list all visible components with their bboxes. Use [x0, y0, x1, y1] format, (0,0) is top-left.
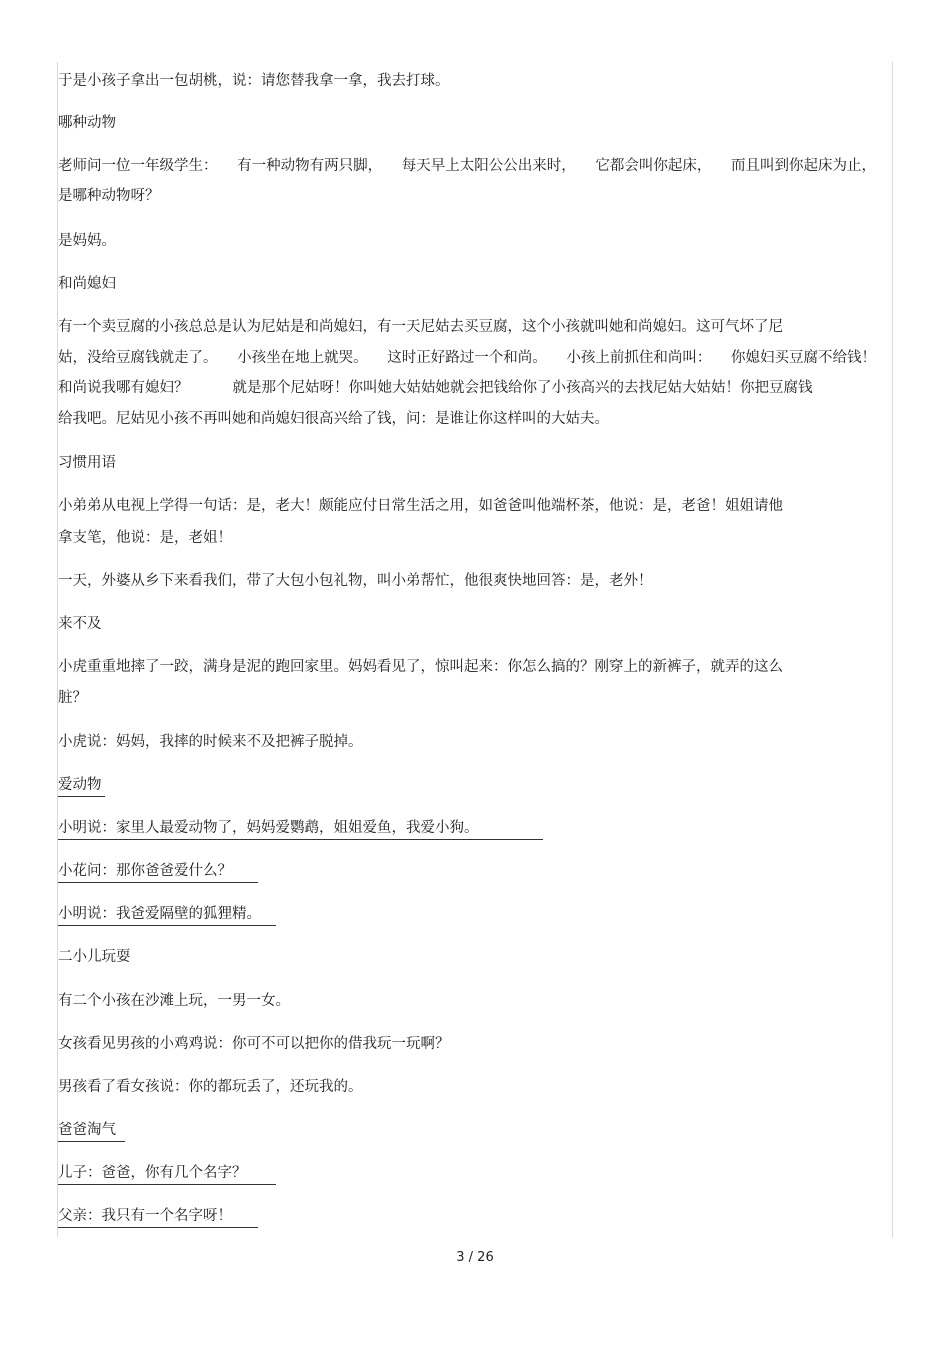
- paragraph-line: 小明说：我爸爱隔壁的狐狸精。: [58, 904, 276, 926]
- paragraph-line: 儿子：爸爸，你有几个名字？: [58, 1163, 276, 1185]
- page-number: 3 / 26: [456, 1250, 494, 1265]
- paragraph-line: 脏？: [58, 690, 87, 706]
- paragraph-line: 男孩看了看女孩说：你的都玩丢了，还玩我的。: [58, 1079, 363, 1095]
- paragraph-line: 一天，外婆从乡下来看我们，带了大包小包礼物，叫小弟帮忙，他很爽快地回答：是，老外！: [58, 573, 653, 589]
- paragraph-line: 和尚说我哪有媳妇？ 就是那个尼姑呀！你叫她大姑姑她就会把钱给你了小孩高兴的去找尼姑大姑姑！你把豆腐钱: [58, 380, 813, 396]
- paragraph-line: 女孩看见男孩的小鸡鸡说：你可不可以把你的借我玩一玩啊？: [58, 1036, 450, 1052]
- section-heading: 来不及: [58, 616, 102, 632]
- paragraph-line: 姑，没给豆腐钱就走了。 小孩坐在地上就哭。 这时正好路过一个和尚。 小孩上前抓住和尚叫： 你媳妇买豆腐不给钱！: [58, 350, 876, 366]
- section-heading: 习惯用语: [58, 455, 116, 471]
- paragraph-line: 是妈妈。: [58, 233, 116, 249]
- paragraph-line: 有一个卖豆腐的小孩总总是认为尼姑是和尚媳妇，有一天尼姑去买豆腐，这个小孩就叫她和尚媳妇。这可气坏了尼: [58, 319, 783, 335]
- paragraph-line: 小虎说：妈妈，我摔的时候来不及把裤子脱掉。: [58, 734, 363, 750]
- paragraph-line: 小明说：家里人最爱动物了，妈妈爱鹦鹉，姐姐爱鱼，我爱小狗。: [58, 818, 543, 840]
- paragraph-line: 小虎重重地摔了一跤，满身是泥的跑回家里。妈妈看见了，惊叫起来：你怎么搞的？刚穿上的新裤子，就弄的这么: [58, 659, 783, 675]
- paragraph-line: 父亲：我只有一个名字呀！: [58, 1206, 258, 1228]
- page-border-right: [892, 62, 893, 1237]
- paragraph-line: 有二个小孩在沙滩上玩，一男一女。: [58, 993, 290, 1009]
- section-heading: 和尚媳妇: [58, 276, 116, 292]
- paragraph-line: 是哪种动物呀？: [58, 188, 160, 204]
- section-heading: 爱动物: [58, 775, 105, 797]
- paragraph-line: 给我吧。尼姑见小孩不再叫她和尚媳妇很高兴给了钱，问：是谁让你这样叫的大姑夫。: [58, 411, 609, 427]
- paragraph-line: 小弟弟从电视上学得一句话：是，老大！颇能应付日常生活之用，如爸爸叫他端杯茶，他说：是，老爸！姐姐请他: [58, 498, 783, 514]
- section-heading: 哪种动物: [58, 115, 116, 131]
- paragraph-line: 拿支笔，他说：是，老姐！: [58, 530, 232, 546]
- paragraph-line: 老师问一位一年级学生： 有一种动物有两只脚， 每天早上太阳公公出来时， 它都会叫你起床， 而且叫到你起床为止，: [58, 158, 876, 174]
- section-heading: 爸爸淘气: [58, 1120, 125, 1142]
- section-heading: 二小儿玩耍: [58, 949, 131, 965]
- paragraph-line: 小花问：那你爸爸爱什么？: [58, 861, 258, 883]
- paragraph-line: 于是小孩子拿出一包胡桃，说：请您替我拿一拿，我去打球。: [58, 73, 450, 89]
